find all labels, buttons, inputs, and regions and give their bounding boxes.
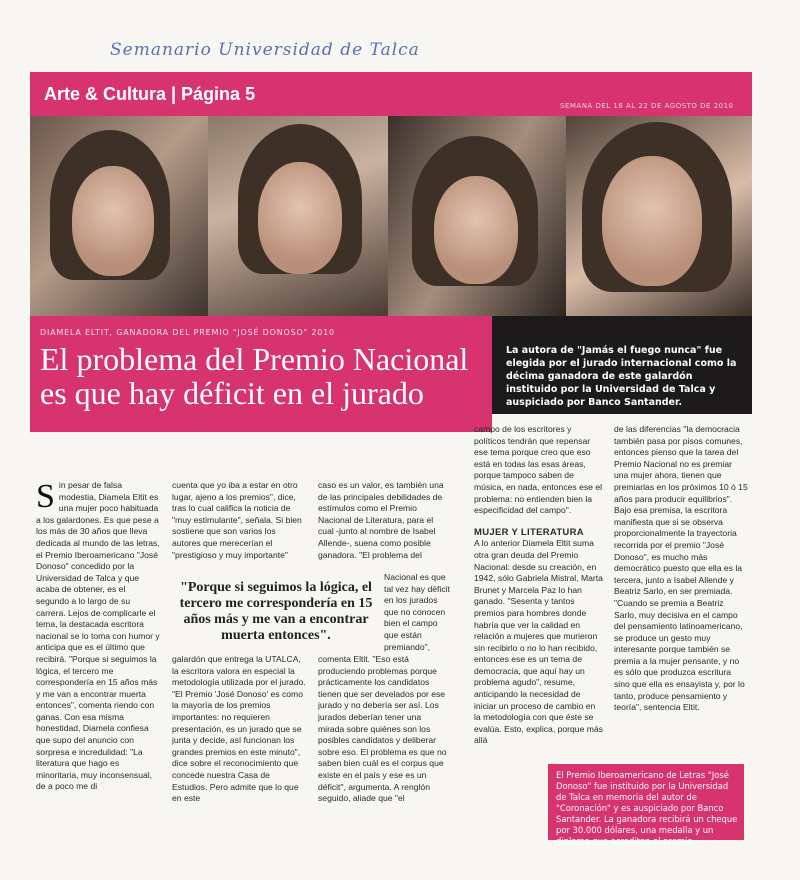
portrait-photo-4	[566, 116, 752, 316]
section-title: Arte & Cultura | Página 5	[44, 84, 256, 104]
kicker: DIAMELA ELTIT, GANADORA DEL PREMIO "JOSÉ DONOSO" 2010	[40, 328, 335, 337]
drop-cap: S	[36, 480, 55, 515]
handwritten-annotation: Semanario Universidad de Talca	[110, 40, 420, 60]
portrait-photo-3	[388, 116, 566, 316]
column-4-text-a: campo de los escritores y políticos tendrán que repensar ese tema porque creo que eso está en todas las esas áreas, porque tampoco saben de música, en nada, entonces ese el problema: no entienden bien la especificidad del campo".	[474, 424, 603, 516]
column-3-top	[318, 480, 448, 572]
pull-quote: "Porque si seguimos la lógica, el tercero me correspondería en 15 años más y me van a encontrar muerta entonces".	[179, 580, 373, 643]
column-2-top-text: cuenta que yo iba a estar en otro lugar, ajeno a los premios", dice, tras lo cual califica la noticia de "muy estimulante", señala. Si bien sostiene que son varios los autores que merecerían el "prestigioso y muy importante"	[172, 480, 302, 560]
column-2-bottom-text: galardón que entrega la UTALCA, la escritora valora en especial la metodología utilizada por el jurado. "El Premio 'José Donoso' es como la mayoría de los premios importantes: no requieren presentación, es un jurado que se junta y decide, así funcionan los grandes premios en este minuto", dice sobre el reconocimiento que concede nuestra Casa de Estudios. Pero admite que lo que en este	[172, 654, 306, 804]
photo-strip	[30, 116, 752, 316]
photo-caption: La autora de "Jamás el fuego nunca" fue elegida por el jurado internacional como la décima ganadora de este galardón instituido por la Universidad de Talca y auspiciado por Banco Santander.	[506, 345, 737, 408]
column-3-middle	[384, 572, 450, 656]
column-2-bottom	[172, 654, 306, 826]
portrait-photo-2	[208, 116, 388, 316]
column-5-text: de las diferencias "la democracia también pasa por pisos comunes, entonces pienso que la tarea del Premio Nacional no es premiar una mujer ahora, tienen que premiarlas en los próximos 10 ó 15 años para producir equilibrios". Bajo esa premisa, la escritora manifiesta que si se observa proporcionalmente la trayectoria recorrida por el premio "José Donoso", es mucho más democrático puesto que ella es la tercera, junto a Isabel Allende y Beatriz Sarlo, en ser premiada. "Cuando se premia a Beatriz Sarlo, muy decisiva en el campo del pensamiento latinoamericano, se produce un gesto muy interesante porque también se premia a la mujer pensante, y no es sólo que produzca escritura sino que ella es ensayista y, por lo tanto, produce pensamiento y teoría", sentencia Eltit.	[614, 424, 748, 713]
column-3-top-text: caso es un valor, es también una de las principales debilidades de estímulos como el Premio Nacional de Literatura, para el cual -junto al nombre de Isabel Allende-, suena como posible ganadora. "El problema del	[318, 480, 444, 560]
column-3-bottom	[318, 654, 448, 826]
headline: El problema del Premio Nacional es que hay déficit en el jurado	[40, 341, 469, 411]
portrait-photo-1	[30, 116, 208, 316]
column-1	[36, 480, 160, 826]
promo-text: El Premio Iberoamericano de Letras "José Donoso" fue instituido por la Universidad de Talca en memoria del autor de "Coronación" y es auspiciado por Banco Santander. La ganadora recibirá un cheque por 30.000 dólares, una medalla y un diploma que acreditan el premio.	[556, 770, 738, 846]
column-3-middle-text: Nacional es que tal vez hay déficit en los jurados que no conocen bien el campo que están premiando",	[384, 572, 450, 652]
subhead-mujer-y-literatura: MUJER Y LITERATURA	[474, 526, 584, 538]
column-1-text: in pesar de falsa modestia, Diamela Eltit es una mujer poco habituada a los galardones. Es que pese a los más de 30 años que lleva dedicada al mundo de las letras, el Premio Iberoamericano "José Donoso" concedido por la Universidad de Talca y que acaba de obtener, es el segundo a lo largo de su carrera. Lejos de complicarle el tema, la destacada escritora nacional se lo toma con humor y anticipa que es el último que recibirá. "Porque si seguimos la lógica, el tercero me correspondería en 15 años más y me van a encontrar muerta entonces", comenta riendo con ganas. Con esa misma honestidad, Diamela confiesa que supo del anuncio con sorpresa e incredulidad: "La literatura que hago es minoritaria, muy inconsensual, de a poco me di	[36, 480, 160, 792]
issue-date: SEMANA DEL 16 AL 22 DE AGOSTO DE 2010	[560, 102, 734, 110]
column-4-text-b: A lo anterior Diamela Eltit suma otra gran deuda del Premio Nacional: desde su creación, en 1942, sólo Gabriela Mistral, Marta Brunet y Marcela Paz lo han ganado. "Sesenta y tantos premios para hombres donde habría que ver la calidad en relación a mujeres que murieron sin recibirlo o no lo han recibido, entonces ese es un tema de democracia, que aquí hay un problema agudo", resume, anticipando la necesidad de iniciar un proceso de cambio en la metodología con que éste se evalúa. Esto, explica, porque más allá	[474, 538, 603, 746]
column-2-top	[172, 480, 306, 572]
column-3-bottom-text: comenta Eltit. "Eso está produciendo problemas porque prácticamente los candidatos tienen que ser develados por ese jurado y no debería ser así. Los jurados deberían tener una mirada sobre quiénes son los posibles candidatos y deliberar sobre eso. El problema es que no saben bien cuál es el corpus que existe en el país y ese es un déficit", argumenta. A renglón seguido, aliade que "el	[318, 654, 447, 804]
column-5	[614, 424, 748, 754]
